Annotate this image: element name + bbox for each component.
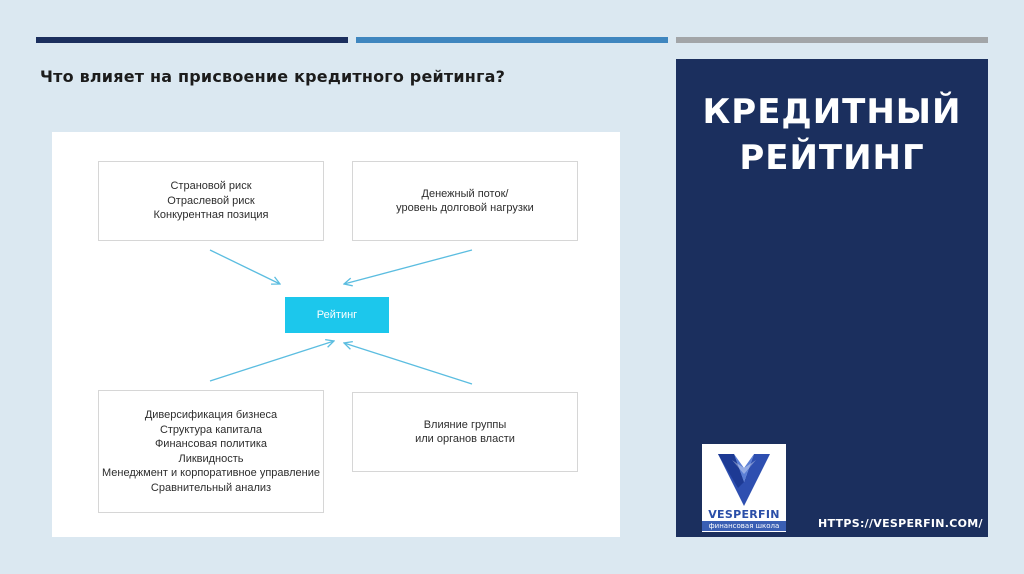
factor-line: Сравнительный анализ: [150, 481, 272, 494]
factor-box-group-influence: [352, 392, 578, 472]
factor-box-country-risk: [98, 161, 324, 241]
factor-line: Отраслевой риск: [167, 194, 255, 207]
rating-diagram: [52, 132, 620, 537]
arrow-top-left: [210, 250, 280, 284]
website-link[interactable]: HTTPS://VESPERFIN.COM/: [818, 517, 983, 530]
factor-line: уровень долговой нагрузки: [396, 202, 534, 214]
arrow-bottom-right: [344, 343, 472, 384]
factor-box-diversification: [98, 390, 324, 513]
factor-line: Влияние группы: [423, 418, 507, 431]
top-bar-blue: [356, 37, 668, 43]
title-panel: [676, 59, 988, 537]
slide-subtitle: Что влияет на присвоение кредитного рейтинга?: [40, 67, 506, 86]
factor-line: Денежный поток/: [421, 187, 509, 200]
factor-line: Страновой риск: [170, 180, 252, 193]
panel-title: КРЕДИТНЫЙ РЕЙТИНГ: [702, 92, 962, 178]
factor-line: Структура капитала: [159, 423, 263, 436]
top-bar-gray: [676, 37, 988, 43]
vesperfin-logo: [702, 444, 786, 532]
factor-line: Менеджмент и корпоративное управление: [102, 467, 320, 479]
arrow-bottom-left: [210, 341, 334, 381]
logo-name: VESPERFIN: [708, 508, 780, 521]
factor-box-cash-flow: [352, 161, 578, 241]
arrow-top-right: [344, 250, 472, 284]
factor-line: Диверсификация бизнеса: [144, 409, 278, 421]
top-bar-navy: [36, 37, 348, 43]
logo-tagline: финансовая школа: [702, 521, 786, 531]
factor-line: Ликвидность: [178, 452, 244, 465]
factor-line: Финансовая политика: [154, 438, 268, 450]
factor-line: или органов власти: [415, 433, 515, 445]
rating-node: Рейтинг: [285, 297, 389, 333]
v-logo-icon: [716, 448, 772, 508]
factor-line: Конкурентная позиция: [153, 209, 269, 222]
